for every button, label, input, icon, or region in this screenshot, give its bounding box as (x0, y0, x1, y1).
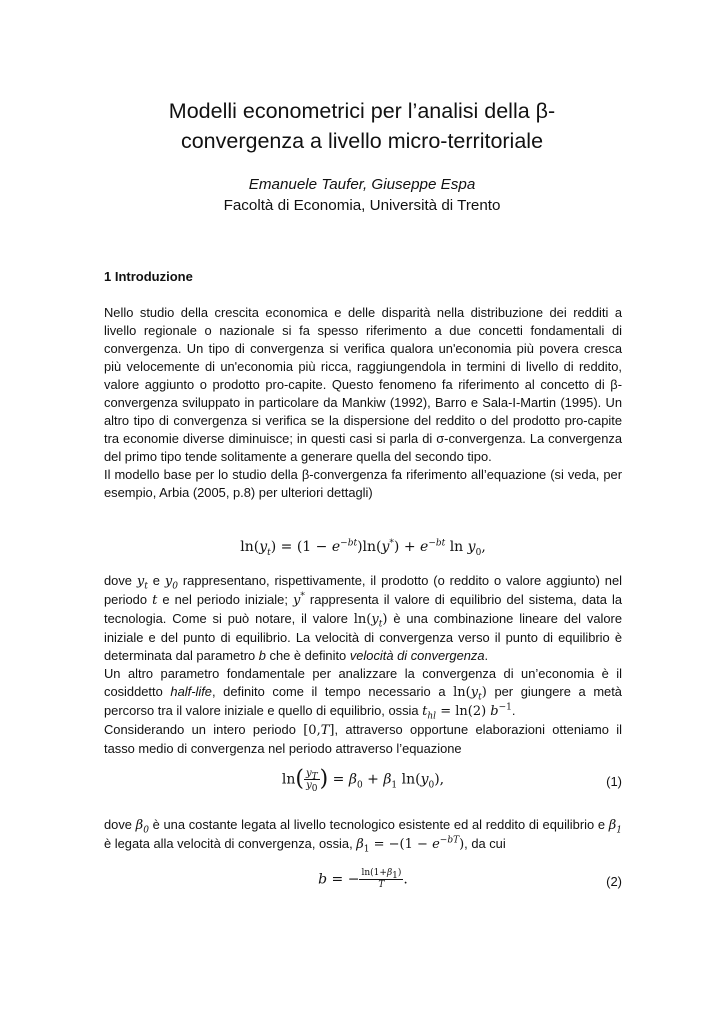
equation-expression: $\ln(y_t) = (1 - e^{-bt})\ln(y^*) + e^{-bt}$ $\ln y_0$, (240, 538, 486, 558)
title-line-1: Modelli econometrici per l’analisi della β- (168, 99, 556, 123)
affiliation: Facoltà di Economia, Università di Trento (223, 197, 501, 214)
authors: Emanuele Taufer, Giuseppe Espa (248, 176, 476, 193)
definitions-paragraph: dove $y_t$ e $y_0$ rappresentano, rispettivamente, il prodotto (o reddito o valore aggiunto) nel periodo t e nel periodo iniziale; y* rappresenta il valore di equilibrio del sistema, data la tecnologia. Come si può notare, il valore $\ln(y_t)$ è una combinazione lineare del valore iniziale e del punto di equilibrio. La velocità di convergenza verso il punto di equilibrio è determinata dal parametro b che è definito velocità di convergenza. (104, 573, 623, 663)
paper-title (90, 96, 634, 156)
equation-2 (104, 866, 622, 900)
equation-1-expression: ln( $\frac{y_T}{y_0}$ ) = $\beta_0 + \beta_1$ $\ln(y_0)$, (281, 766, 445, 794)
intro-paragraph: Nello studio della crescita economica e delle disparità nella distribuzione dei redditi a livello regionale o nazionale si fa spesso riferimento a due concetti fondamentali di convergenza. Un tipo di convergenza si verifica qualora un'economia più povera cresca più velocemente di un'economia più ricca, raggiungendola in termini di livello di reddito, valore aggiunto o prodotto pro-capite. Questo fenomeno fa riferimento al concetto di β-convergenza sviluppato in particolare da Mankiw (1992), Barro e Sala-I-Martin (1995). Un altro tipo di convergenza si verifica se la dispersione del reddito o del prodotto pro-capite tra economie diverse diminuisce; in questi casi si parla di σ-convergenza. La convergenza del primo tipo tende solitamente a generare quella del secondo tipo. (104, 305, 622, 464)
period-paragraph: Considerando un intero periodo [0,T], attraverso opportune elaborazioni otteniamo il tasso medio di convergenza nel periodo attraverso l’equazione (104, 722, 622, 756)
equation-convergence (104, 536, 622, 562)
equation-1-number: (1) (606, 774, 622, 789)
equation-1 (104, 766, 622, 800)
intro-block (104, 304, 622, 502)
half-life-paragraph: Un altro parametro fondamentale per analizzare la convergenza di un’economia è il cosiddetto half-life, definito come il tempo necessario a $\ln(y_t)$ per giungere a metà percorso tra il valore iniziale e quello di equilibrio, ossia $t_{hl} = \ln(2)$ $b^{-1}$. (104, 666, 622, 722)
section-heading: 1 Introduzione (104, 269, 193, 284)
equation-2-expression: b = − $\frac{\ln(1+\beta_1)}{T}$ . (318, 868, 408, 890)
model-intro-paragraph: Il modello base per lo studio della β-convergenza fa riferimento all’equazione (si veda, per esempio, Arbia (2005, p.8) per ulteriori dettagli) (104, 467, 622, 500)
beta-block (104, 816, 622, 854)
title-line-2: convergenza a livello micro-territoriale (180, 129, 544, 153)
equation-2-number: (2) (606, 874, 622, 889)
definitions-block (104, 572, 622, 758)
beta-paragraph: dove $\beta_0$ è una costante legata al livello tecnologico esistente ed al reddito di equilibrio e $\beta_1$ è legata alla velocità di convergenza, ossia, $\beta_1 = -(1 - e^{-bT})$, da cui (104, 817, 622, 855)
